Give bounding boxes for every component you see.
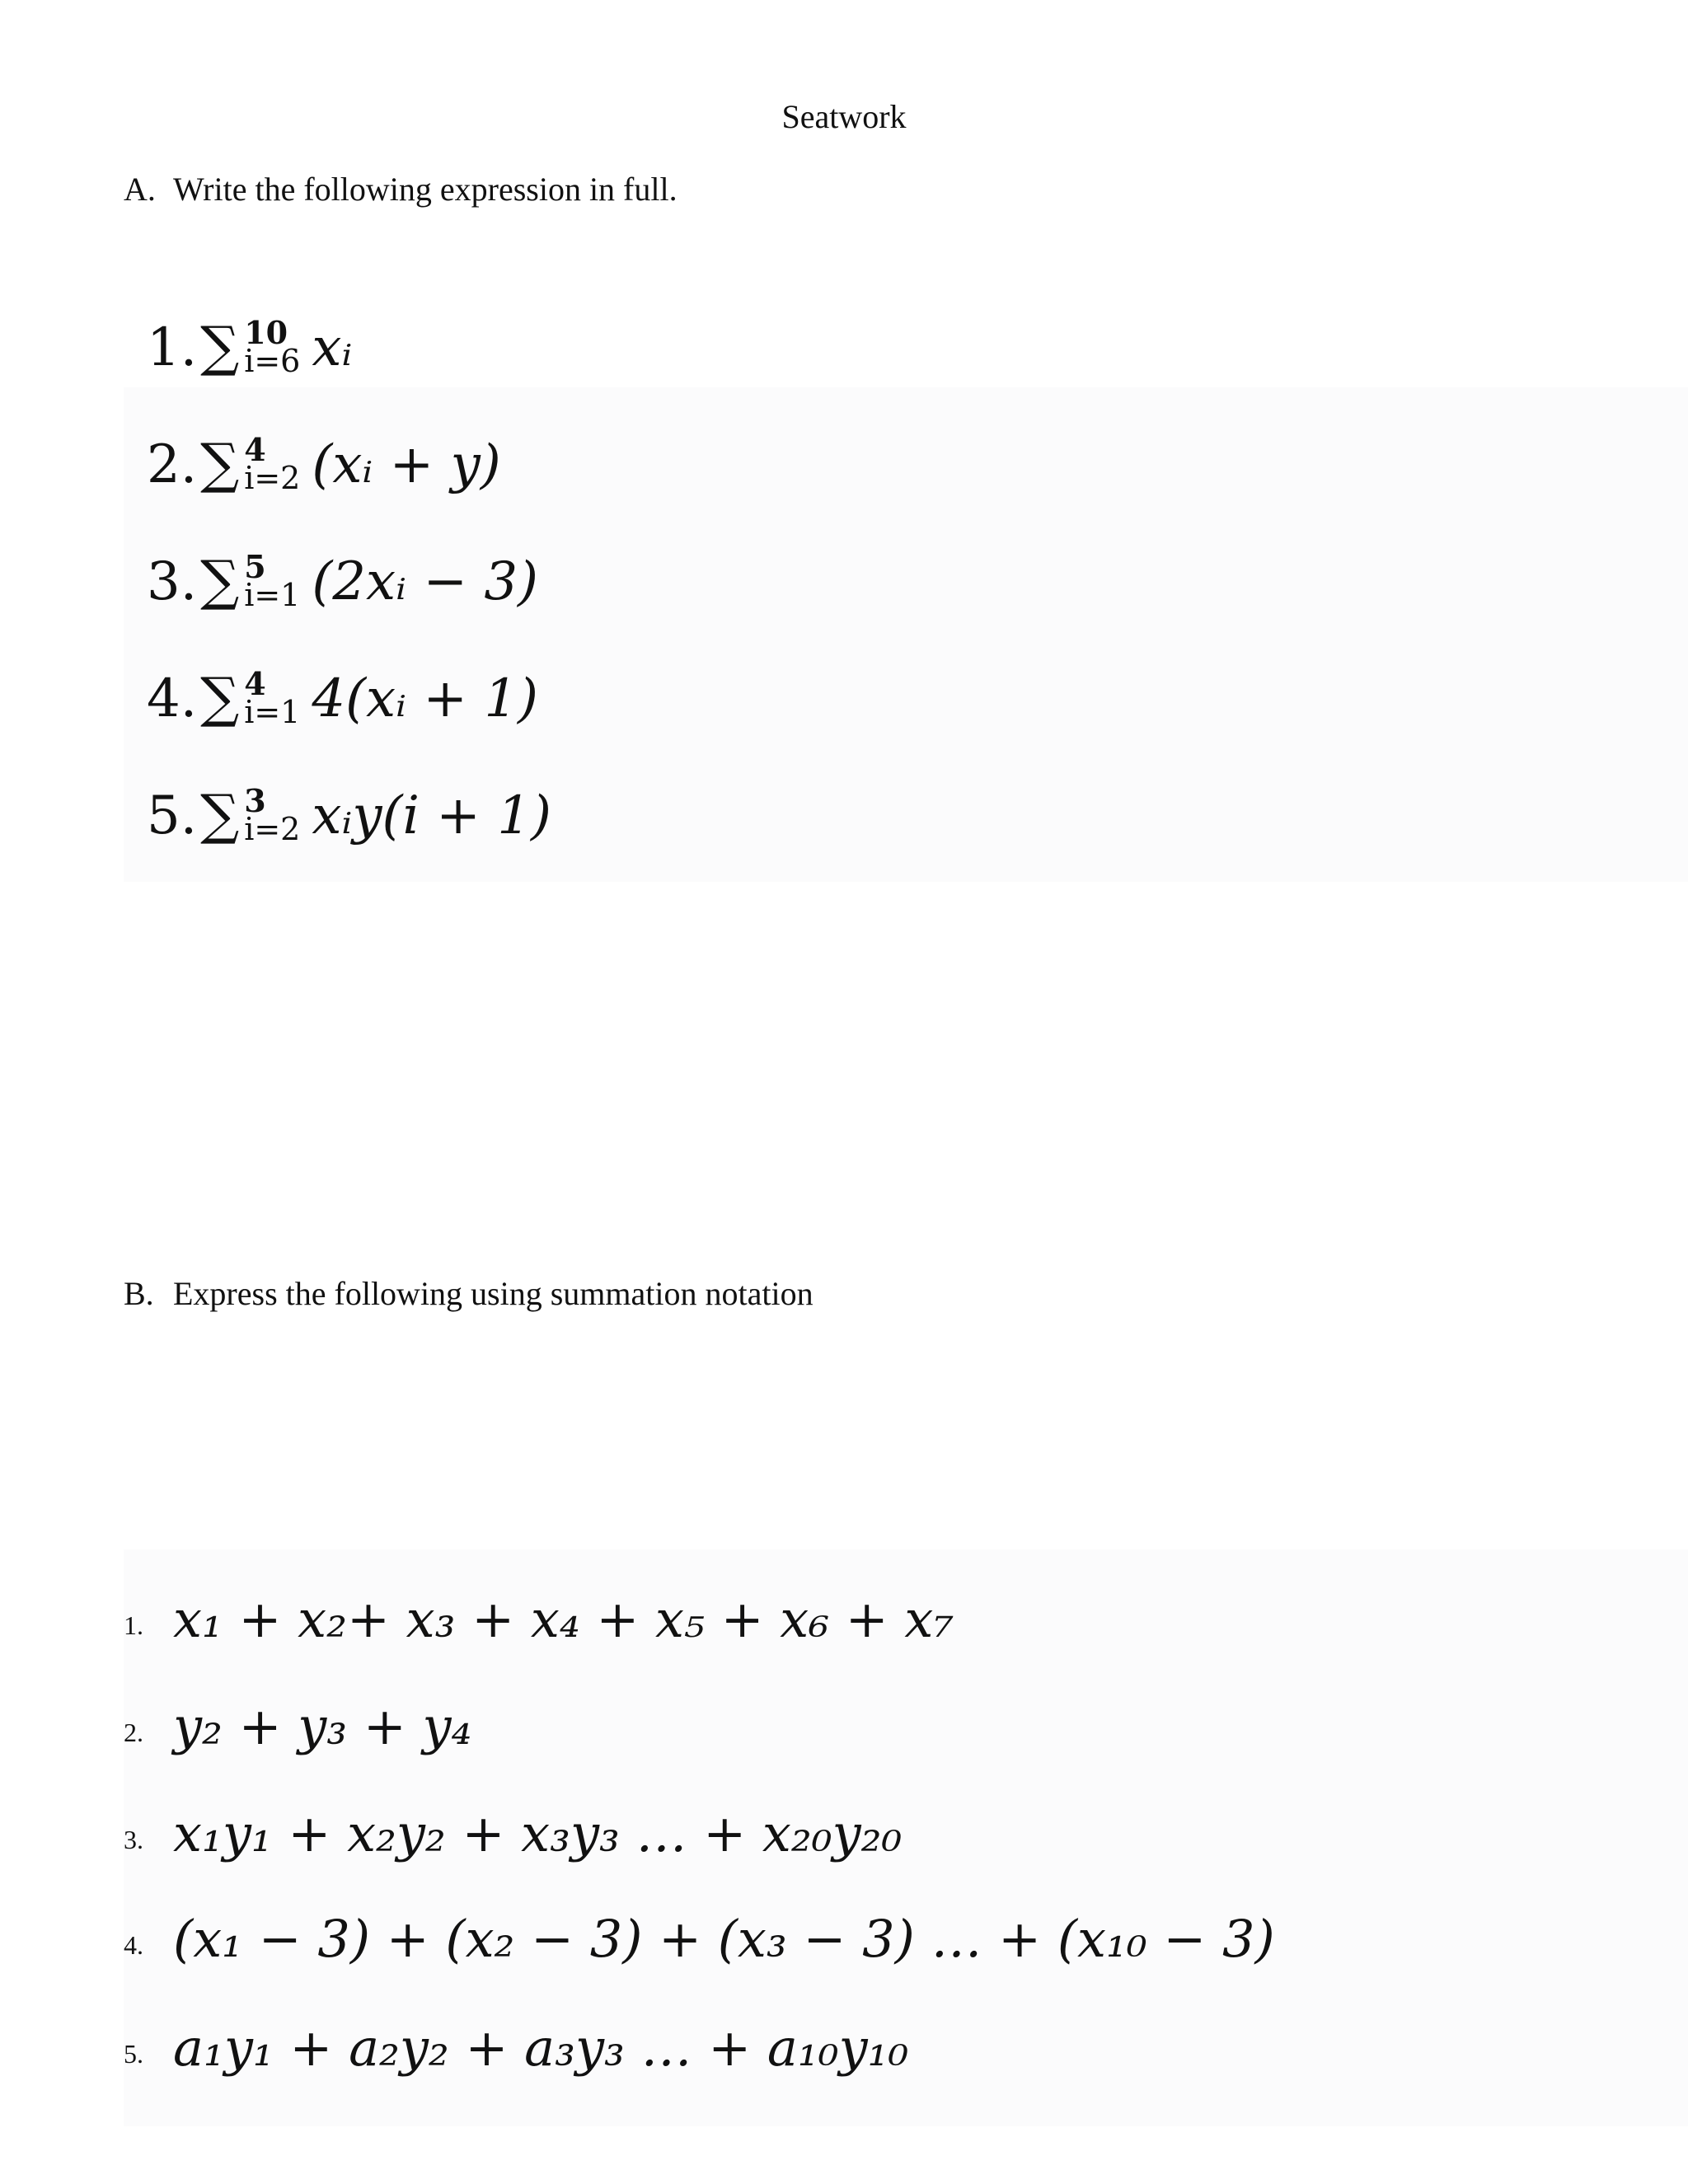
- section-a-heading: [124, 170, 678, 209]
- lower-limit: i=2: [244, 810, 301, 847]
- item-number: 2.: [147, 434, 198, 495]
- lower-limit: i=6: [244, 342, 301, 379]
- upper-limit: 3: [244, 781, 266, 819]
- sigma-symbol: ∑: [200, 666, 240, 729]
- section-b-heading: [124, 1274, 814, 1313]
- summand: 4(xᵢ + 1): [312, 668, 539, 729]
- page-title: Seatwork: [781, 98, 907, 135]
- upper-limit: 5: [244, 547, 266, 585]
- section-a-letter: A.: [124, 171, 156, 208]
- summand: xᵢy(i + 1): [312, 785, 551, 846]
- item-number: 3.: [124, 1825, 143, 1854]
- section-a-item: [147, 549, 538, 614]
- summation-limits: [244, 781, 301, 847]
- series-expression: y₂ + y₃ + y₄: [173, 1696, 472, 1756]
- item-number: 1.: [124, 1610, 143, 1640]
- item-number: 1.: [147, 317, 198, 378]
- upper-limit: 4: [244, 664, 266, 702]
- item-number: 3.: [147, 551, 198, 612]
- item-number: 4.: [124, 1930, 143, 1960]
- upper-limit: 4: [244, 430, 266, 468]
- section-a-item: [147, 666, 538, 731]
- item-number: 4.: [147, 668, 198, 729]
- section-a-item: [147, 432, 501, 497]
- summation-limits: [244, 664, 301, 730]
- lower-limit: i=2: [244, 459, 301, 496]
- summation-limits: [244, 313, 301, 379]
- sigma-symbol: ∑: [200, 549, 240, 612]
- item-number: 5.: [147, 785, 198, 846]
- item-number: 5.: [124, 2039, 143, 2069]
- series-expression: a₁y₁ + a₂y₂ + a₃y₃ … + a₁₀y₁₀: [173, 2018, 909, 2078]
- series-expression: x₁y₁ + x₂y₂ + x₃y₃ … + x₂₀y₂₀: [173, 1803, 903, 1863]
- section-a-item: [147, 315, 352, 380]
- section-a-item: [147, 783, 551, 848]
- upper-limit: 10: [244, 313, 288, 351]
- series-expression: x₁ + x₂+ x₃ + x₄ + x₅ + x₆ + x₇: [173, 1589, 954, 1649]
- sigma-symbol: ∑: [200, 315, 240, 378]
- item-number: 2.: [124, 1718, 143, 1747]
- summand: (xᵢ + y): [312, 434, 501, 495]
- section-b-letter: B.: [124, 1275, 154, 1312]
- series-expression: (x₁ − 3) + (x₂ − 3) + (x₃ − 3) … + (x₁₀ − 3): [173, 1909, 1275, 1969]
- lower-limit: i=1: [244, 693, 301, 730]
- lower-limit: i=1: [244, 576, 301, 613]
- sigma-symbol: ∑: [200, 432, 240, 495]
- section-b-instruction: Express the following using summation notation: [173, 1275, 814, 1312]
- summation-limits: [244, 547, 301, 613]
- summation-limits: [244, 430, 301, 496]
- sigma-symbol: ∑: [200, 783, 240, 846]
- summand: (2xᵢ − 3): [312, 551, 539, 612]
- summand: xᵢ: [312, 317, 353, 378]
- section-a-instruction: Write the following expression in full.: [173, 171, 678, 208]
